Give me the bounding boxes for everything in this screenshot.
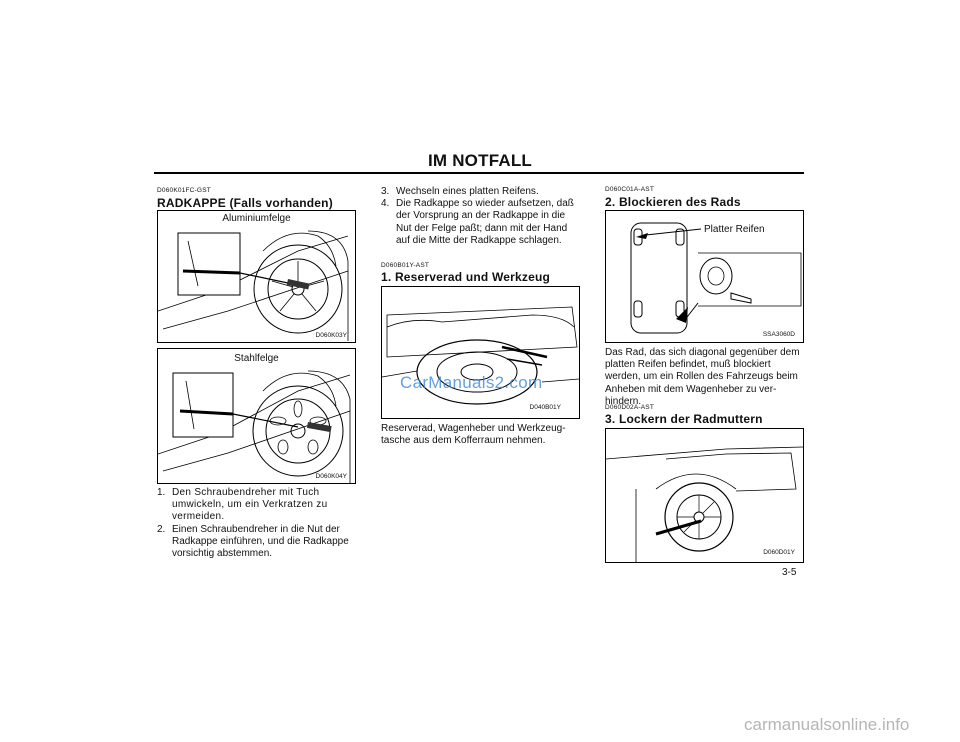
section-heading: RADKAPPE (Falls vorhanden) <box>157 196 333 210</box>
figure-spare-wheel <box>381 286 580 419</box>
watermark: CarManuals2.com <box>400 373 543 392</box>
figure-block-wheel <box>605 210 804 343</box>
figure-steel-rim <box>157 348 356 484</box>
loosen-nuts-illustration <box>606 429 803 562</box>
header-rule <box>154 172 804 174</box>
page-number: 3-5 <box>782 567 797 578</box>
section-heading: 1. Reserverad und Werkzeug <box>381 270 551 284</box>
list-item: 2. Einen Schraubendreher in die Nut der Radkappe einführen, und die Radkappe vorsichtig abstemmen. <box>157 523 349 560</box>
figure-code: D060K04Y <box>315 473 347 480</box>
section-code: D060B01Y-AST <box>381 262 430 269</box>
list-item: 1. Den Schraubendreher mit Tuch umwickeln, um ein Verkratzen zu vermeiden. <box>157 487 328 523</box>
section-heading: 2. Blockieren des Rads <box>605 195 741 209</box>
section-code: D060C01A-AST <box>605 186 655 193</box>
steps-list-left <box>157 487 354 560</box>
steel-rim-illustration <box>158 349 355 483</box>
page-title: IM NOTFALL <box>428 151 532 170</box>
section-code: D060K01FC-GST <box>157 187 211 194</box>
aluminum-rim-illustration <box>158 211 355 342</box>
section-code: D060D02A-AST <box>605 404 655 411</box>
figure-aluminum-rim <box>157 210 356 343</box>
figure-code: SSA3060D <box>762 331 795 338</box>
figure-loosen-nuts <box>605 428 804 563</box>
section-heading: 3. Lockern der Radmuttern <box>605 412 763 426</box>
figure-label: Stahlfelge <box>234 353 279 364</box>
figure-label: Platter Reifen <box>704 224 765 235</box>
figure-label: Aluminiumfelge <box>222 213 291 224</box>
figure-code: D040B01Y <box>529 404 561 411</box>
steps-list-middle <box>381 186 578 247</box>
figure-code: D060K03Y <box>315 332 347 339</box>
spare-wheel-illustration <box>382 287 579 418</box>
body-text: Reserverad, Wagenheber und Werkzeug-tasche aus dem Kofferraum nehmen. <box>381 423 566 447</box>
list-item: 4. Die Radkappe so wieder aufsetzen, daß der Vorsprung an der Radkappe in die Nut der Felge paßt; dann mit der Hand auf die Mitte der Radkappe schlagen. <box>381 198 574 246</box>
list-item: 3. Wechseln eines platten Reifens. <box>381 186 539 197</box>
footer-watermark: carmanualsonline.info <box>744 715 910 734</box>
figure-code: D060D01Y <box>763 549 795 556</box>
body-text: Das Rad, das sich diagonal gegenüber dem platten Reifen befindet, muß blockiert werden, um ein Rollen des Fahrzeugs beim Anheben mit dem Wagenheber zu ver-hindern. <box>605 347 800 407</box>
